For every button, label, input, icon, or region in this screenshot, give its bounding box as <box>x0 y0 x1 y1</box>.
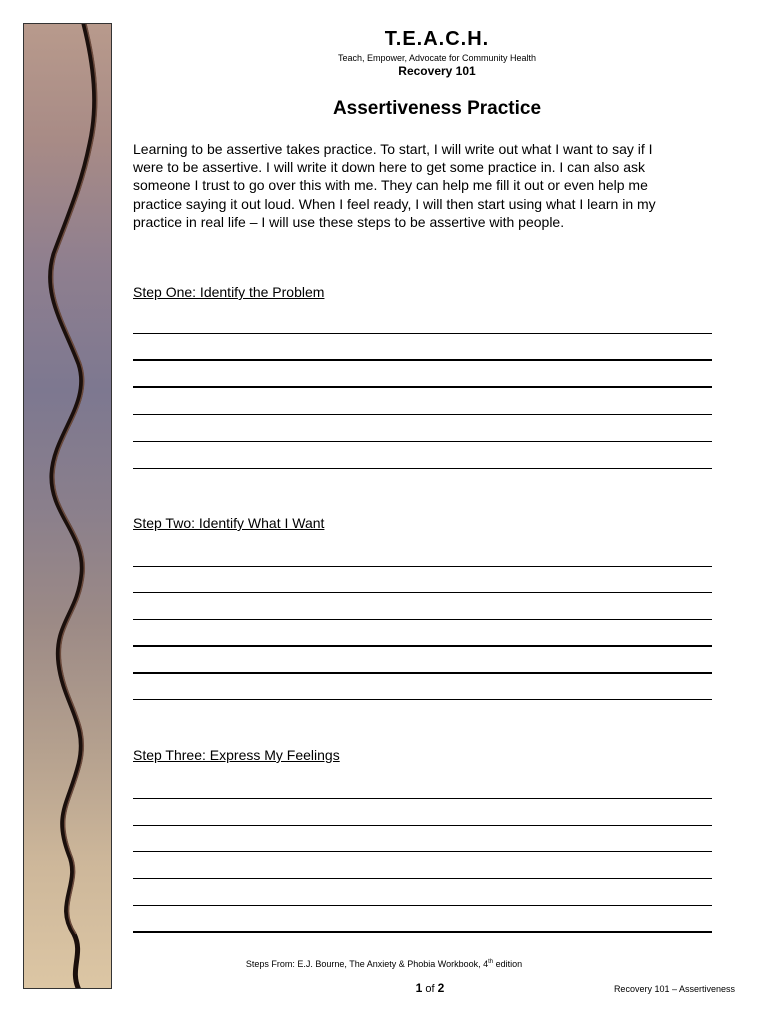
writing-line[interactable] <box>133 619 712 620</box>
intro-line: someone I trust to go over this with me. They can help me fill it out or even help me <box>133 177 648 194</box>
source-superscript: th <box>488 959 494 965</box>
ribbon-graphic <box>24 24 112 989</box>
document-label: Recovery 101 – Assertiveness <box>613 984 735 994</box>
step-one-heading: Step One: Identify the Problem <box>133 284 325 300</box>
step-three-heading: Step Three: Express My Feelings <box>133 747 340 763</box>
writing-line[interactable] <box>133 672 712 674</box>
intro-line: were to be assertive. I will write it down here to get some practice in. I can also ask <box>133 159 646 176</box>
writing-line[interactable] <box>133 333 712 334</box>
writing-line[interactable] <box>133 699 712 700</box>
intro-line: practice saying it out loud. When I feel ready, I will then start using what I learn in my <box>133 195 656 212</box>
writing-line[interactable] <box>133 386 712 388</box>
writing-line[interactable] <box>133 566 712 567</box>
org-subtitle: Teach, Empower, Advocate for Community Health <box>337 53 537 63</box>
intro-line: Learning to be assertive takes practice. To start, I will write out what I want to say if I <box>133 141 653 157</box>
writing-line[interactable] <box>133 441 712 442</box>
writing-line[interactable] <box>133 468 712 469</box>
writing-line[interactable] <box>133 798 712 799</box>
source-citation <box>0 959 768 969</box>
side-banner-image <box>23 23 112 989</box>
page-current: 1 <box>415 981 423 995</box>
intro-line: practice in real life – I will use these steps to be assertive with people. <box>133 213 565 230</box>
writing-line[interactable] <box>133 645 712 647</box>
org-title: T.E.A.C.H. <box>384 28 490 50</box>
intro-paragraph <box>133 140 718 231</box>
step-two-heading: Step Two: Identify What I Want <box>133 515 325 531</box>
writing-line[interactable] <box>133 414 712 415</box>
writing-line[interactable] <box>133 825 712 826</box>
source-suffix: edition <box>493 959 523 969</box>
source-text: Steps From: E.J. Bourne, The Anxiety & Phobia Workbook, 4 <box>245 959 489 969</box>
writing-line[interactable] <box>133 592 712 593</box>
page-of: of <box>422 983 438 995</box>
writing-line[interactable] <box>133 931 712 933</box>
writing-line[interactable] <box>133 851 712 852</box>
writing-line[interactable] <box>133 878 712 879</box>
page-number <box>330 981 530 995</box>
writing-line[interactable] <box>133 359 712 361</box>
program-name: Recovery 101 <box>398 64 476 78</box>
page-total: 2 <box>437 981 445 995</box>
writing-line[interactable] <box>133 905 712 906</box>
page-title: Assertiveness Practice <box>332 98 542 119</box>
